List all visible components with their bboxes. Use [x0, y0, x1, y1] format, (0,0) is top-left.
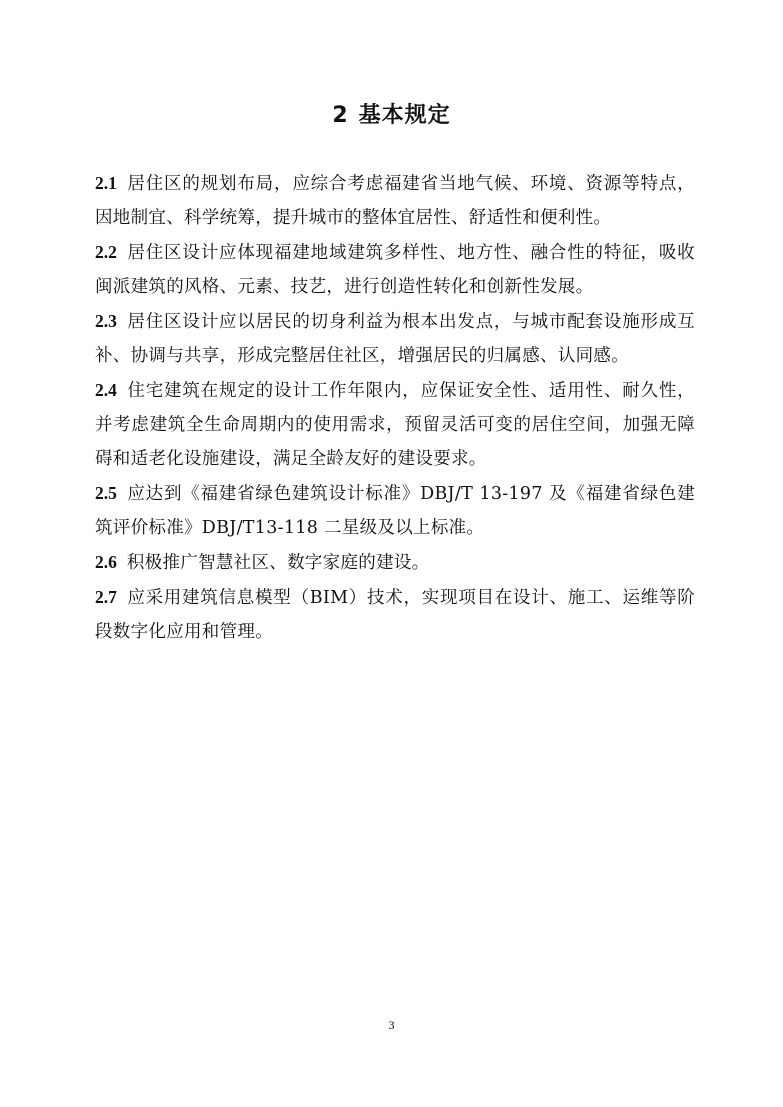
clause-text: 应达到《福建省绿色建筑设计标准》DBJ/T 13-197 及《福建省绿色建筑评价标准》DBJ/T13-118 二星级及以上标准。 — [95, 484, 695, 538]
clause-2-6 — [95, 545, 695, 580]
clause-text: 积极推广智慧社区、数字家庭的建设。 — [126, 553, 430, 573]
clause-2-3 — [95, 304, 695, 373]
clause-list — [95, 166, 695, 649]
chapter-title-text: 基本规定 — [358, 103, 451, 128]
clause-number: 2.6 — [95, 552, 117, 572]
clause-text: 居住区设计应以居民的切身利益为根本出发点，与城市配套设施形成互补、协调与共享，形成完整居住社区，增强居民的归属感、认同感。 — [95, 312, 695, 366]
clause-2-5 — [95, 476, 695, 545]
clause-text: 应采用建筑信息模型（BIM）技术，实现项目在设计、施工、运维等阶段数字化应用和管理。 — [95, 588, 695, 642]
clause-number: 2.5 — [95, 483, 117, 503]
page-number: 3 — [388, 1018, 395, 1032]
clause-text: 居住区设计应体现福建地域建筑多样性、地方性、融合性的特征，吸收闽派建筑的风格、元素、技艺，进行创造性转化和创新性发展。 — [95, 243, 695, 297]
clause-number: 2.4 — [95, 380, 117, 400]
clause-2-4 — [95, 373, 695, 476]
clause-2-7 — [95, 580, 695, 649]
chapter-title — [0, 100, 783, 132]
clause-2-1 — [95, 166, 695, 235]
chapter-number: 2 — [332, 103, 349, 128]
clause-number: 2.2 — [95, 242, 117, 262]
clause-2-2 — [95, 235, 695, 304]
clause-number: 2.1 — [95, 173, 117, 193]
clause-text: 居住区的规划布局，应综合考虑福建省当地气候、环境、资源等特点，因地制宜、科学统筹，提升城市的整体宜居性、舒适性和便利性。 — [95, 174, 695, 228]
clause-number: 2.3 — [95, 311, 117, 331]
clause-text: 住宅建筑在规定的设计工作年限内，应保证安全性、适用性、耐久性，并考虑建筑全生命周期内的使用需求，预留灵活可变的居住空间，加强无障碍和适老化设施建设，满足全龄友好的建设要求。 — [95, 381, 695, 469]
clause-number: 2.7 — [95, 587, 117, 607]
